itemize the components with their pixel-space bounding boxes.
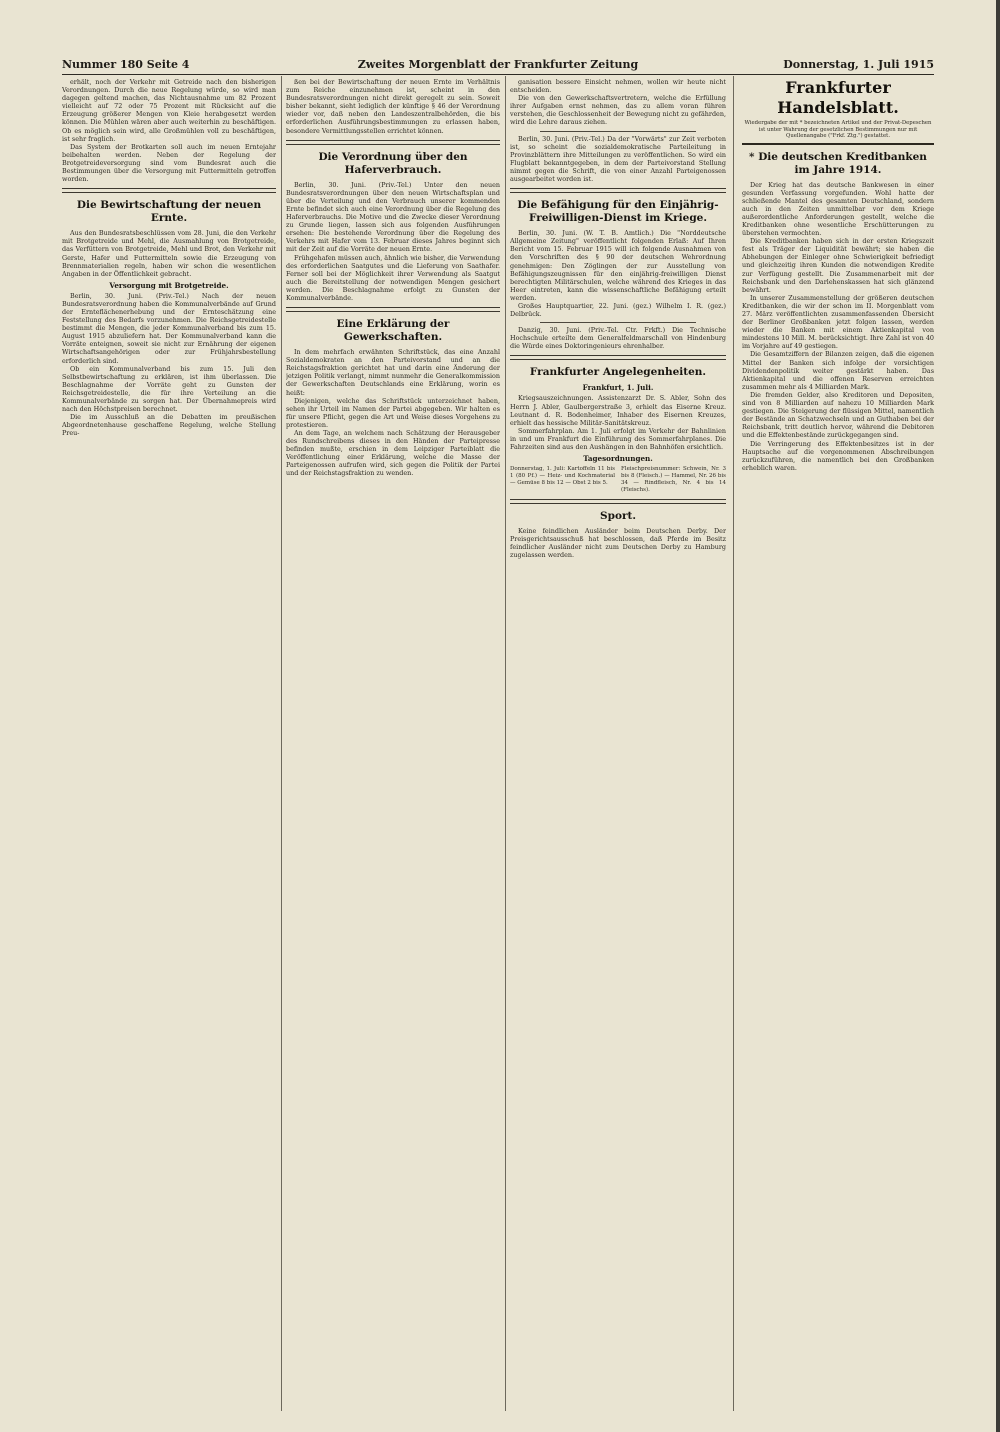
issue-page-number: Nummer 180 Seite 4	[62, 58, 190, 71]
section-divider	[510, 188, 726, 193]
article-heading: Die Bewirtschaftung der neuen Ernte.	[76, 199, 262, 225]
article-heading: Die Verordnung über den Haferverbrauch.	[318, 150, 468, 176]
article-paragraph: Berlin, 30. Juni. (Priv.-Tel.) Unter den neuen Bundesratsverordnungen über den neuen Wirtschaftsplan und über die Verteilung und den Verbrauch unserer kommenden Ernte befindet sich auch eine Verordnung über die Regelung des Haferverbrauchs. Die Motive und die Zwecke dieser Verordnung zu Grunde liegen, lassen sich aus folgenden Ausführungen ersehen: Die bestehende Verordnung über die Regelung des Verkehrs mit Hafer vom 13. Februar dieses Jahres beginnt sich mit der Zeit auf die Vorräte der neuen Ernte.	[286, 180, 500, 254]
article-paragraph: Berlin, 30. Juni. (Priv.-Tel.) Da der "Vorwärts" zur Zeit verboten ist, so scheint die sozialdemokratische Parteileitung in Provinzblättern ihre Mitteilungen zu veröffentlichen. So wird ein Flugblatt bekanntgegeben, in dem der Parteivorstand Stellung nimmt gegen die Schrift, die von einer Anzahl Parteigenossen ausgearbeitet worden ist.	[510, 134, 726, 184]
table-title: Tagesordnungen.	[583, 454, 653, 464]
article-paragraph: ganisation bessere Einsicht nehmen, wollen wir heute nicht entscheiden.	[510, 78, 726, 95]
article-heading: * Die deutschen Kreditbanken im Jahre 1914.	[749, 150, 927, 176]
newspaper-title: Zweites Morgenblatt der Frankfurter Zeitung	[357, 58, 639, 71]
article-heading: Eine Erklärung der Gewerkschaften.	[336, 318, 450, 344]
section-masthead: Frankfurter Handelsblatt.	[777, 78, 899, 117]
section-divider	[510, 355, 726, 360]
page-edge	[996, 0, 1000, 1432]
short-divider	[540, 131, 696, 132]
article-paragraph: Berlin, 30. Juni. (W. T. B. Amtlich.) Die "Norddeutsche Allgemeine Zeitung" veröffentlicht folgenden Erlaß: Auf Ihren Bericht vom 15. Februar 1915 will ich folgende Ausnahmen von den Vorschriften des § 90 der deutschen Wehrordnung genehmigen: Den Zöglingen der zur Ausstellung von Befähigungszeugnissen für den einjährig-freiwilligen Dienst berechtigten Militärschulen, welche während des Krieges in das Heer eintreten, kann die wissenschaftliche Befähigung erteilt werden.	[510, 229, 726, 302]
article-paragraph: Ob ein Kommunalverband bis zum 15. Juli den Selbstbewirtschaftung zu erklären, ist ihm überlassen. Die Beschlagnahme der Vorräte geht zu Gunsten der Reichsgetreidestelle, die für ihre Verteilung an die Kommunalverbände zu sorgen hat. Der Übernahmepreis wird nach den Höchstpreisen berechnet.	[62, 364, 276, 414]
article-paragraph: Danzig, 30. Juni. (Priv.-Tel. Ctr. Frkft.) Die Technische Hochschule erteilte dem Generalfeldmarschall von Hindenburg die Würde eines Doktoringenieurs ehrenhalber.	[510, 326, 726, 351]
article-paragraph: Keine feindlichen Ausländer beim Deutschen Derby. Der Preisgerichtsausschuß hat beschlossen, daß Pferde im Besitz feindlicher Ausländer nicht zum Deutschen Derby zu Hamburg zugelassen werden.	[510, 527, 726, 560]
issue-date: Donnerstag, 1. Juli 1915	[783, 58, 934, 71]
article-paragraph: Frühgehafen müssen auch, ähnlich wie bisher, die Verwendung des erforderlichen Saatgutes und die Lieferung von Saathafer. Ferner soll bei der Möglichkeit ihrer Verwendung als Saatgut auch die Bereitstellung der notwendigen Mengen gesichert werden. Die Beschlagnahme erfolgt zu Gunsten der Kommunalverbände.	[286, 253, 500, 302]
column-rule	[281, 76, 282, 1411]
article-paragraph: ßen bei der Bewirtschaftung der neuen Ernte im Verhältnis zum Reiche einzunehmen ist, scheint in den Bundesratsverordnungen nicht direkt geregelt zu sein. Soweit bisher bekannt, sieht lediglich der künftige § 46 der Verordnung wieder vor, daß neben den Landeszentralbehörden, die bis erforderlichen Ausführungsbestimmungen zu erlassen haben, besondere Vermittlungsstellen errichtet können.	[286, 78, 500, 135]
article-paragraph: Das System der Brotkarten soll auch im neuen Erntejahr beibehalten werden. Neben der Regelung der Brotgetreideversorgung sind vom Bundesrat auch die Bestimmungen über die Versorgung mit Futtermitteln getroffen worden.	[62, 142, 276, 184]
article-paragraph: Die von den Gewerkschaftsvertretern, welche die Erfüllung ihrer Aufgaben ernst nehmen, das zu allem voran führen verstehen, die Geschlossenheit der Bewegung nicht zu gefährden, wird die Lehre daraus ziehen.	[510, 94, 726, 127]
article-heading: Die Befähigung für den Einjährig-Freiwilligen-Dienst im Kriege.	[517, 199, 719, 225]
section-divider	[286, 307, 500, 312]
masthead-rule	[742, 143, 934, 145]
article-heading: Frankfurter Angelegenheiten.	[529, 366, 707, 379]
article-paragraph: Berlin, 30. Juni. (Priv.-Tel.) Nach der neuen Bundesratsverordnung haben die Kommunalverbände auf Grund der Ernteflächenerhebung und der Ernteschätzung eine Feststellung des Bedarfs vorzunehmen. Die Reichsgetreidestelle bestimmt die Mengen, die jeder Kommunalverband bis zum 15. August 1915 abzuliefern hat. Der Kommunalverband kann die Vorräte enteignen, soweit sie nicht zur Ernährung der eigenen Wirtschaftsangehörigen oder zur Frühjahrsbestellung erforderlich sind.	[62, 291, 276, 365]
short-divider	[540, 322, 696, 323]
column-1	[62, 78, 276, 1408]
section-subhead: Versorgung mit Brotgetreide.	[109, 280, 229, 290]
column-rule	[733, 76, 734, 1411]
article-paragraph: Die fremden Gelder, also Kreditoren und Depositen, sind von 8 Milliarden auf nahezu 10 Milliarden Mark gestiegen. Die Steigerung der flüssigen Mittel, namentlich der Bestände an Schatzwechseln und an Guthaben bei der Reichsbank, tritt deutlich hervor, während die Debitoren und die Effektenbestände zurückgegangen sind.	[742, 390, 934, 440]
dateline: Frankfurt, 1. Juli.	[582, 383, 654, 393]
article-paragraph: An dem Tage, an welchem nach Schätzung der Herausgeber des Rundschreibens dieses in den Händen der Parteipresse befinden mußte, erschien in dem Leipziger Parteiblatt die Veröffentlichung einer Erklärung, welche die Masse der Parteigenossen aufrufen wird, sich gegen die Politik der Partei und der Reichstagsfraktion zu wenden.	[286, 429, 500, 478]
signature-line: Großes Hauptquartier, 22. Juni. (gez.) Wilhelm I. R. (gez.) Delbrück.	[510, 301, 726, 319]
article-paragraph: Kriegsauszeichnungen. Assistenzarzt Dr. S. Abler, Sohn des Herrn J. Abler, Gaulbergerstraße 3, erhielt das Eiserne Kreuz. Leutnant d. R. Bodenheimer, Inhaber des Eisernen Kreuzes, erhielt das hessische Militär-Sanitätskreuz.	[510, 394, 726, 427]
section-divider	[62, 188, 276, 193]
column-2	[286, 78, 500, 1408]
column-rule	[505, 76, 506, 1411]
article-paragraph: Die Kreditbanken haben sich in der ersten Kriegszeit fest als Träger der Liquidität bewährt; sie haben die Abhebungen der Einleger ohne Schwierigkeit befriedigt und gleichzeitig ihren Kunden die notwendigen Kredite zur Verfügung gestellt. Die Zusammenarbeit mit der Reichsbank und den Darlehenskassen hat sich glänzend bewährt.	[742, 237, 934, 294]
article-paragraph: Diejenigen, welche das Schriftstück unterzeichnet haben, sehen ihr Urteil im Namen der Partei abgegeben. Wir halten es für unsere Pflicht, gegen die Art und Weise dieses Vorgehens zu protestieren.	[286, 396, 500, 429]
article-paragraph: Sommerfahrplan. Am 1. Juli erfolgt im Verkehr der Bahnlinien in und um Frankfurt die Einführung des Sommerfahrplanes. Die Fahrzeiten sind aus den Aushängen in den Bahnhöfen ersichtlich.	[510, 426, 726, 451]
column-3	[510, 78, 726, 1408]
section-divider	[510, 499, 726, 504]
schedule-left: Donnerstag, 1. Juli: Kartoffeln 11 bis 1 (80 Pf.) — Heiz- und Kochmaterial — Gemüse 8 bis 12 — Obst 2 bis 5.	[510, 466, 615, 487]
section-divider	[286, 140, 500, 145]
article-paragraph: In dem mehrfach erwähnten Schriftstück, das eine Anzahl Sozialdemokraten an den Parteivorstand und an die Reichstagsfraktion gerichtet hat und darin eine Änderung der jetzigen Politik verlangt, nimmt nunmehr die Generalkommission der Gewerkschaften Deutschlands eine Erklärung, worin es heißt:	[286, 348, 500, 397]
column-4	[742, 78, 934, 1408]
article-paragraph: erhält, noch der Verkehr mit Getreide nach den bisherigen Verordnungen. Durch die neue Regelung würde, so wird man dagegen geltend machen, das Nichtausnahme um 82 Prozent vielleicht auf 72 oder 75 Prozent mit Rücksicht auf die Erzeugung größerer Mengen von Kleie herabgesetzt werden können. Die Mühlen wären aber auch weiterhin zu beschäftigen. Ob es möglich sein wird, alle Großmühlen voll zu beschäftigen, ist sehr fraglich.	[62, 78, 276, 143]
page-header	[62, 56, 934, 75]
masthead-note: Wiedergabe der mit * bezeichneten Artikel und der Privat-Depeschen ist unter Wahrung der gesetzlichen Bestimmungen nur mit Quellenangabe ("Frkf. Ztg.") gestattet.	[744, 120, 932, 139]
article-paragraph: Die Gesamtziffern der Bilanzen zeigen, daß die eigenen Mittel der Banken sich infolge der vorsichtigen Dividendenpolitik weiter gestärkt haben. Das Aktienkapital und die offenen Reserven erreichten zusammen mehr als 4 Milliarden Mark.	[742, 350, 934, 391]
article-heading: Sport.	[600, 510, 636, 523]
article-paragraph: Die im Ausschluß an die Debatten im preußischen Abgeordnetenhause geschaffene Regelung, welche Stellung Preu-	[62, 413, 276, 438]
article-paragraph: Aus den Bundesratsbeschlüssen vom 28. Juni, die den Verkehr mit Brotgetreide und Mehl, die Ausmahlung von Brotgetreide, das Verfüttern von Brotgetreide, Mehl und Brot, den Verkehr mit Gerste, Hafer und Futtermitteln sowie die Erzeugung von Brennmaterialien regeln, haben wir schon die wesentlichen Angaben in der Öffentlichkeit gebracht.	[62, 229, 276, 278]
schedule-right: Fleischpreisnummer: Schwein, Nr. 3 bis 8 (Fleisch.) — Hammel, Nr. 26 bis 34 — Rindfleisch, Nr. 4 bis 14 (Fleischs).	[621, 466, 726, 494]
article-paragraph: Der Krieg hat das deutsche Bankwesen in einer gesunden Verfassung vorgefunden. Wohl hatte der schließende Mantel des gesamten Deutschland, sondern auch in den Zeiten unmittelbar vor dem Kriege außerordentliche Anforderungen gestellt, welche die Kreditbanken ohne wesentliche Erschütterungen zu überstehen vermochten.	[742, 180, 934, 238]
article-paragraph: In unserer Zusammenstellung der größeren deutschen Kreditbanken, die wir der schon im II. Morgenblatt vom 27. März veröffentlichten zusammenfassenden Übersicht der Berliner Großbanken jetzt folgen lassen, werden wieder die Banken mit einem Aktienkapital von mindestens 10 Mill. M. berücksichtigt. Ihre Zahl ist von 40 im Vorjahre auf 49 gestiegen.	[742, 293, 934, 351]
schedule-table	[510, 466, 726, 494]
article-paragraph: Die Verringerung des Effektenbesitzes ist in der Hauptsache auf die vorgenommenen Abschreibungen zurückzuführen, die namentlich bei den Großbanken erheblich waren.	[742, 439, 934, 472]
